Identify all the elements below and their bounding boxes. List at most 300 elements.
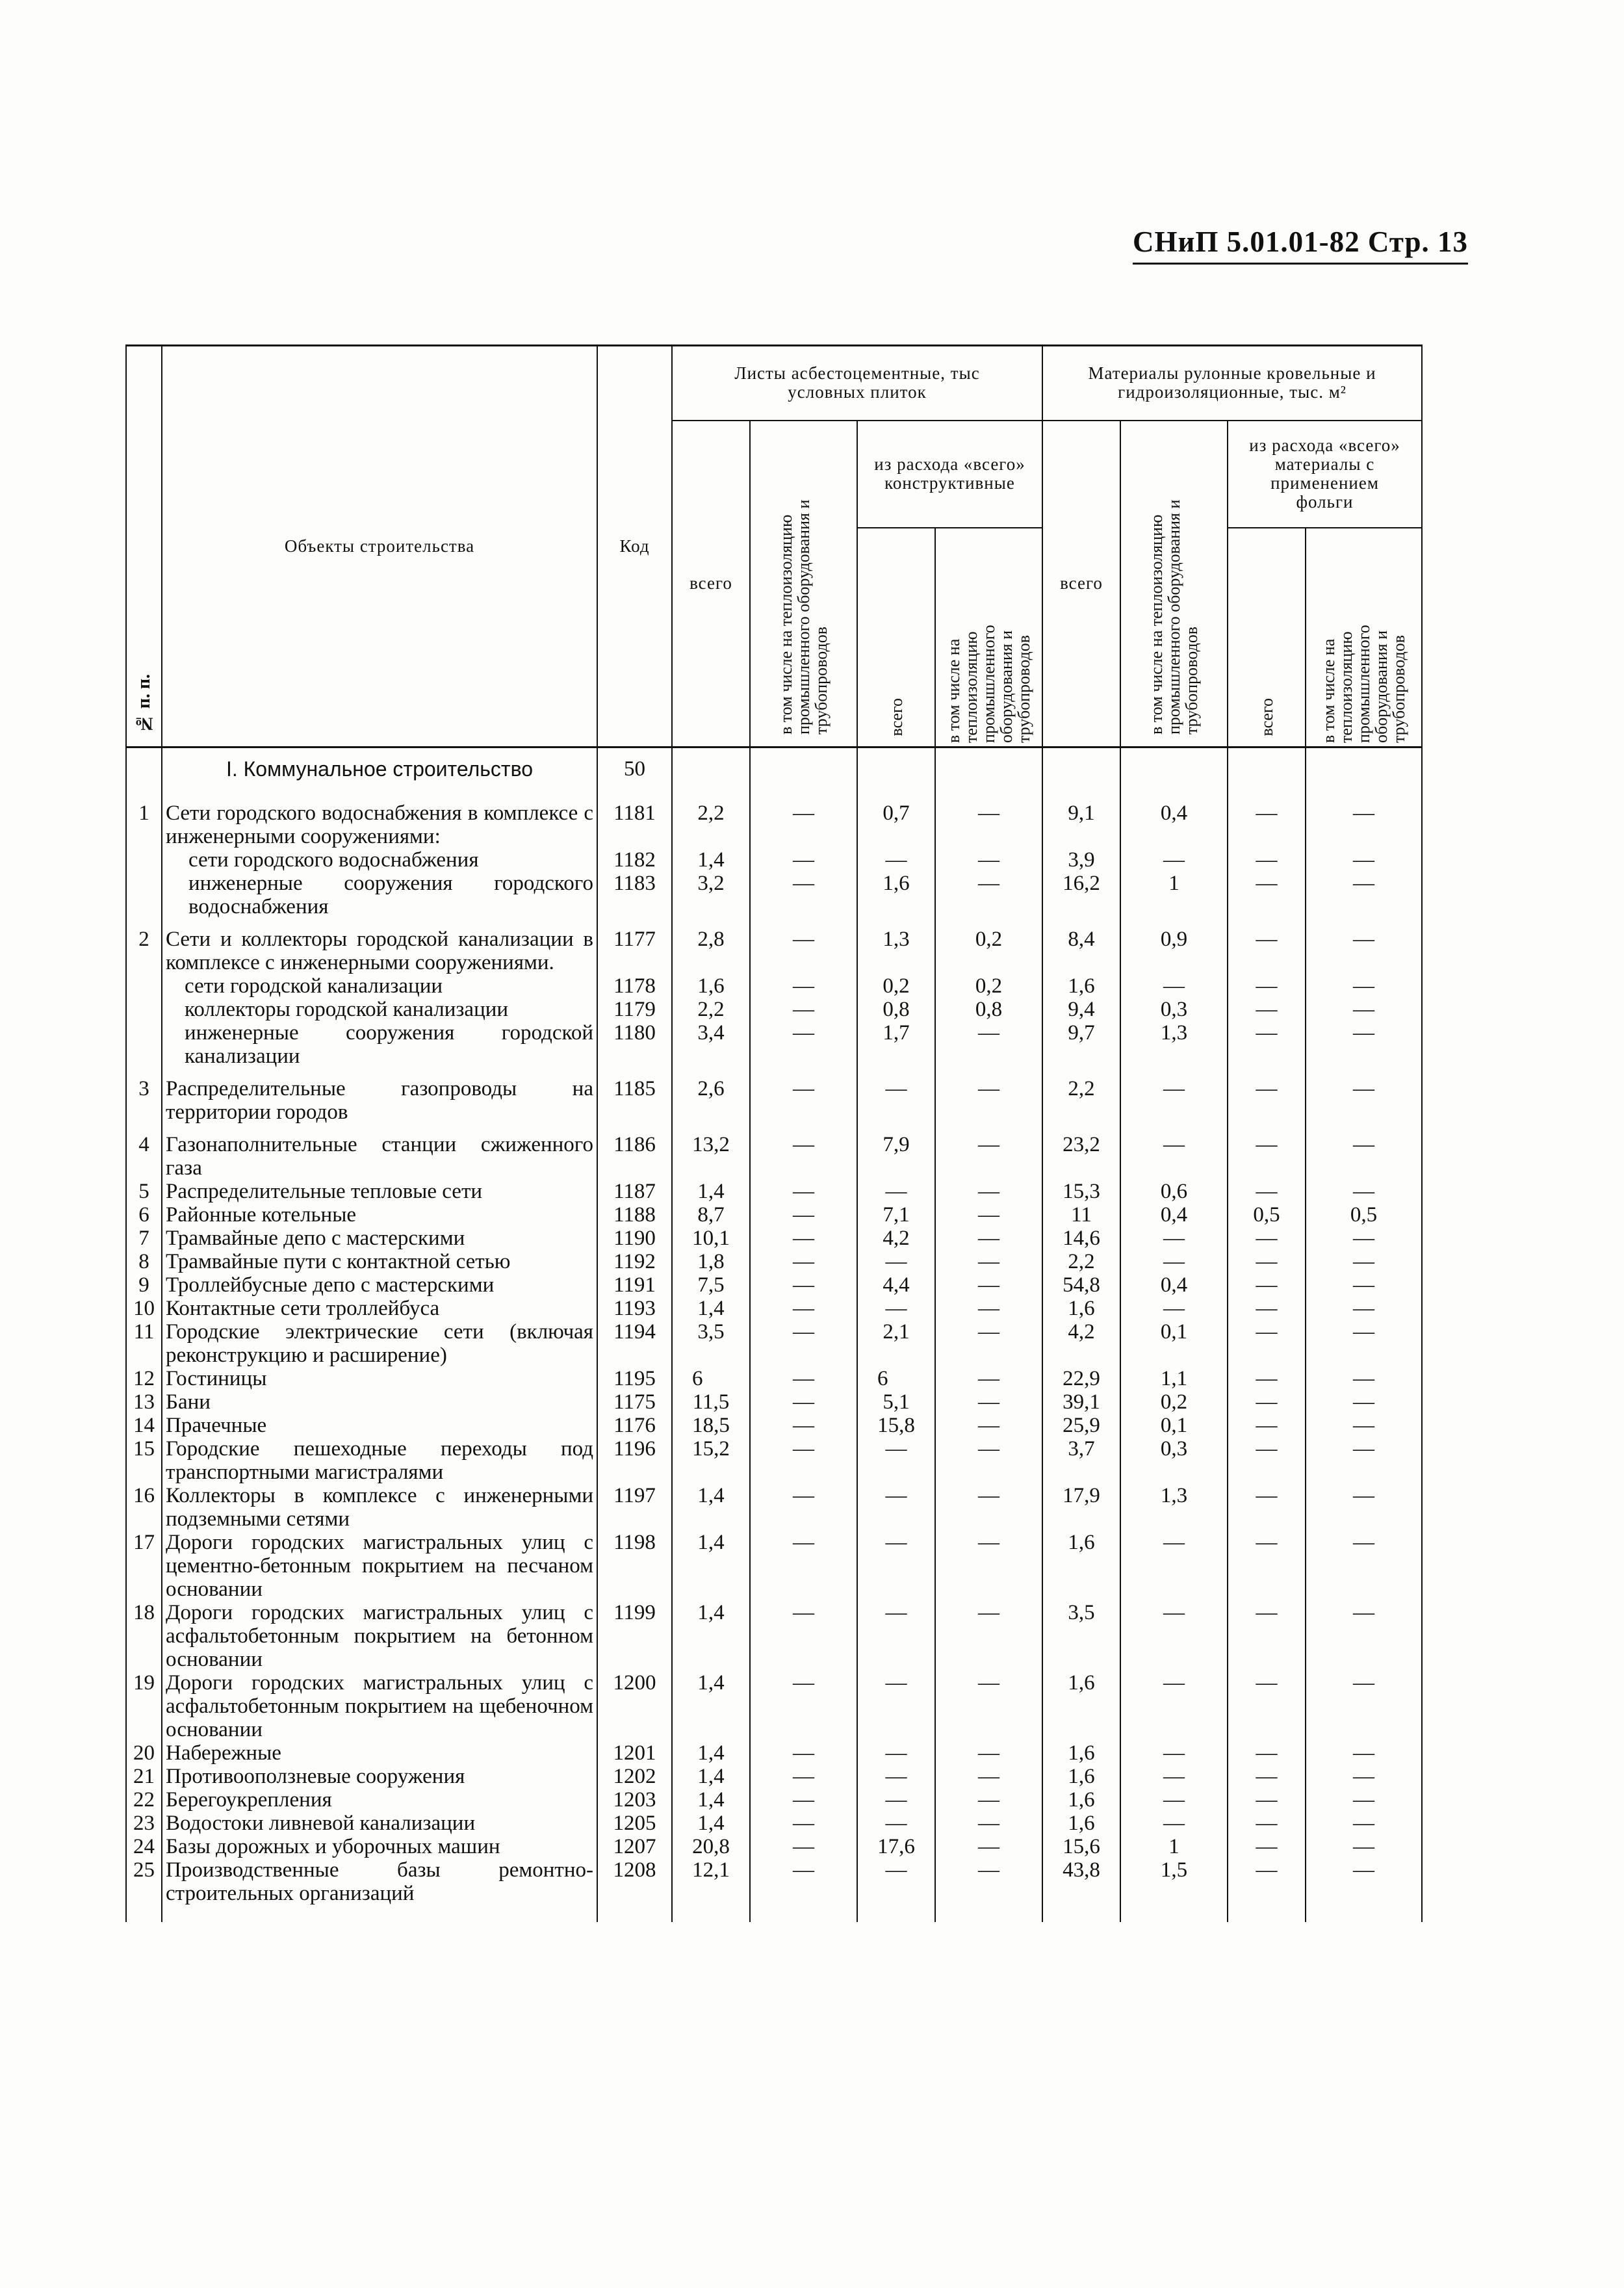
cell-c6: — (1120, 1250, 1228, 1273)
cell-object: Производственные базы ремонтно-строительных организаций (162, 1858, 597, 1922)
table-row (126, 1484, 1422, 1531)
cell-c3: — (857, 1858, 935, 1922)
cell-object: Городские электрические сети (включая реконструкцию и расширение) (162, 1320, 597, 1367)
cell-c2: — (750, 1788, 857, 1812)
cell-c7: 0,5 (1228, 1203, 1306, 1227)
cell-c6: 1 (1120, 1835, 1228, 1858)
cell-code: 1196 (597, 1437, 672, 1484)
cell-c3: — (857, 1765, 935, 1788)
cell-c3: — (857, 1601, 935, 1671)
cell-c6: 0,6 (1120, 1180, 1228, 1203)
cell-c7: — (1228, 1390, 1306, 1414)
cell-c8: — (1306, 1227, 1422, 1250)
cell-c8: — (1306, 1414, 1422, 1437)
cell-c3: 4,2 (857, 1227, 935, 1250)
cell-c6: 0,4 (1120, 1273, 1228, 1297)
header-g2-foil-insulation: в том числе на теплоизоляцию промышленного оборудования и трубопроводов (1306, 528, 1422, 748)
table-row (126, 1227, 1422, 1250)
cell-code: 1197 (597, 1484, 672, 1531)
table-row (126, 1180, 1422, 1203)
cell-c1: 11,5 (672, 1390, 750, 1414)
cell-c6: 0,2 (1120, 1390, 1228, 1414)
cell-c1: 1,8 (672, 1250, 750, 1273)
cell-num: 12 (126, 1367, 162, 1390)
cell-c8: — (1306, 1601, 1422, 1671)
table-row (126, 1531, 1422, 1601)
cell-c5: 16,2 (1042, 872, 1120, 918)
cell-object: Бани (162, 1390, 597, 1414)
cell-c1: 2,8 (672, 918, 750, 974)
cell-c7: — (1228, 1484, 1306, 1531)
cell-object: Распределительные газопроводы на территории городов (162, 1068, 597, 1124)
cell-c8: — (1306, 1835, 1422, 1858)
cell-c1: 7,5 (672, 1273, 750, 1297)
cell-c1: 1,4 (672, 1741, 750, 1765)
cell-num: 13 (126, 1390, 162, 1414)
cell-code: 1187 (597, 1180, 672, 1203)
cell-c4: — (935, 848, 1042, 872)
cell-c3: 0,8 (857, 998, 935, 1021)
cell-num: 23 (126, 1812, 162, 1835)
cell-object: инженерные сооружения городского водоснабжения (162, 872, 597, 918)
cell-c2: — (750, 974, 857, 998)
table-row (126, 872, 1422, 918)
cell-c5: 1,6 (1042, 1765, 1120, 1788)
header-g2-foil-vsego: всего (1228, 528, 1306, 748)
cell-num (126, 872, 162, 918)
table-row (126, 1320, 1422, 1367)
cell-c3: — (857, 1788, 935, 1812)
cell-c5: 15,3 (1042, 1180, 1120, 1203)
cell-c1: 1,4 (672, 1765, 750, 1788)
table-row (126, 1812, 1422, 1835)
cell-c5: 1,6 (1042, 1812, 1120, 1835)
cell-object: инженерные сооружения городской канализации (162, 1021, 597, 1068)
cell-c4: 0,8 (935, 998, 1042, 1021)
cell-c4: — (935, 1180, 1042, 1203)
cell-c6: 0,3 (1120, 1437, 1228, 1484)
cell-code: 1205 (597, 1812, 672, 1835)
cell-c4: 0,2 (935, 918, 1042, 974)
cell-object: Противооползневые сооружения (162, 1765, 597, 1788)
cell-num: 14 (126, 1414, 162, 1437)
cell-c8: — (1306, 1858, 1422, 1922)
cell-c3: — (857, 1297, 935, 1320)
table-row (126, 1741, 1422, 1765)
cell-c7: — (1228, 848, 1306, 872)
cell-c4: — (935, 1741, 1042, 1765)
cell-c2: — (750, 1390, 857, 1414)
cell-num: 9 (126, 1273, 162, 1297)
cell-c8: — (1306, 1788, 1422, 1812)
cell-c7: — (1228, 1788, 1306, 1812)
cell-c7: — (1228, 1812, 1306, 1835)
cell-c8: — (1306, 848, 1422, 872)
cell-c4: — (935, 1601, 1042, 1671)
table-row (126, 848, 1422, 872)
cell-c8: — (1306, 918, 1422, 974)
cell-c8: — (1306, 1367, 1422, 1390)
cell-c2: — (750, 1741, 857, 1765)
cell-c3: — (857, 1484, 935, 1531)
cell-c4: — (935, 1124, 1042, 1180)
cell-c5: 11 (1042, 1203, 1120, 1227)
cell-object: Берегоукрепления (162, 1788, 597, 1812)
cell-c7: — (1228, 1765, 1306, 1788)
cell-c7: — (1228, 1671, 1306, 1741)
cell-num (126, 848, 162, 872)
cell-c1: 6 (672, 1367, 750, 1390)
cell-num: 5 (126, 1180, 162, 1203)
cell-c8: — (1306, 1124, 1422, 1180)
cell-c1: 3,5 (672, 1320, 750, 1367)
cell-num: 21 (126, 1765, 162, 1788)
cell-c8: — (1306, 1741, 1422, 1765)
header-code: Код (597, 346, 672, 748)
cell-c8: — (1306, 1320, 1422, 1367)
cell-code: 1180 (597, 1021, 672, 1068)
cell-c2: — (750, 1203, 857, 1227)
cell-code: 1202 (597, 1765, 672, 1788)
cell-c6: 0,4 (1120, 1203, 1228, 1227)
cell-c3: — (857, 1741, 935, 1765)
cell-c1: 2,6 (672, 1068, 750, 1124)
cell-c4: — (935, 1390, 1042, 1414)
cell-num (126, 1021, 162, 1068)
header-g1-constr-vsego: всего (857, 528, 935, 748)
cell-c7: — (1228, 1021, 1306, 1068)
cell-c5: 3,5 (1042, 1601, 1120, 1671)
cell-code: 1179 (597, 998, 672, 1021)
section-code: 50 (597, 747, 672, 792)
cell-c3: 0,2 (857, 974, 935, 998)
cell-num (126, 974, 162, 998)
cell-code: 1181 (597, 792, 672, 848)
cell-c3: 1,6 (857, 872, 935, 918)
cell-c6: 1,5 (1120, 1858, 1228, 1922)
cell-code: 1177 (597, 918, 672, 974)
cell-c1: 1,4 (672, 848, 750, 872)
cell-num: 17 (126, 1531, 162, 1601)
cell-c2: — (750, 1320, 857, 1367)
table-row (126, 1765, 1422, 1788)
cell-c4: — (935, 1484, 1042, 1531)
cell-num: 6 (126, 1203, 162, 1227)
cell-code: 1188 (597, 1203, 672, 1227)
cell-c8: — (1306, 974, 1422, 998)
cell-c2: — (750, 1765, 857, 1788)
cell-c6: — (1120, 1788, 1228, 1812)
header-g1-vsego: всего (672, 421, 750, 748)
cell-c6: — (1120, 1297, 1228, 1320)
cell-object: Контактные сети троллейбуса (162, 1297, 597, 1320)
table-row (126, 1437, 1422, 1484)
cell-c5: 9,7 (1042, 1021, 1120, 1068)
cell-c7: — (1228, 1250, 1306, 1273)
cell-c2: — (750, 998, 857, 1021)
cell-c6: — (1120, 1124, 1228, 1180)
cell-c4: — (935, 1068, 1042, 1124)
cell-c7: — (1228, 1227, 1306, 1250)
cell-c2: — (750, 848, 857, 872)
cell-c5: 1,6 (1042, 1671, 1120, 1741)
cell-c5: 1,6 (1042, 974, 1120, 998)
cell-object: Распределительные тепловые сети (162, 1180, 597, 1203)
cell-c1: 2,2 (672, 792, 750, 848)
cell-c6: 0,1 (1120, 1414, 1228, 1437)
cell-c3: 7,9 (857, 1124, 935, 1180)
cell-c5: 1,6 (1042, 1741, 1120, 1765)
cell-c3: 1,3 (857, 918, 935, 974)
cell-c5: 1,6 (1042, 1297, 1120, 1320)
table-row (126, 1250, 1422, 1273)
cell-c8: — (1306, 1068, 1422, 1124)
table-row (126, 1858, 1422, 1922)
cell-c1: 13,2 (672, 1124, 750, 1180)
cell-num: 3 (126, 1068, 162, 1124)
cell-c6: 1,3 (1120, 1484, 1228, 1531)
cell-c6: — (1120, 1227, 1228, 1250)
cell-c3: 6 (857, 1367, 935, 1390)
cell-c4: — (935, 1835, 1042, 1858)
cell-c1: 3,4 (672, 1021, 750, 1068)
cell-c6: 1 (1120, 872, 1228, 918)
cell-object: Трамвайные депо с мастерскими (162, 1227, 597, 1250)
cell-c4: — (935, 1812, 1042, 1835)
cell-c7: — (1228, 1437, 1306, 1484)
cell-object: Сети и коллекторы городской канализации в комплексе с инженерными сооружениями. (162, 918, 597, 974)
cell-c1: 1,4 (672, 1297, 750, 1320)
cell-c1: 1,4 (672, 1601, 750, 1671)
cell-c8: — (1306, 1273, 1422, 1297)
cell-c5: 1,6 (1042, 1531, 1120, 1601)
cell-c6: 0,3 (1120, 998, 1228, 1021)
cell-c2: — (750, 1227, 857, 1250)
cell-c7: — (1228, 1124, 1306, 1180)
cell-code: 1199 (597, 1601, 672, 1671)
cell-c1: 1,4 (672, 1671, 750, 1741)
cell-c8: — (1306, 1484, 1422, 1531)
cell-c7: — (1228, 792, 1306, 848)
cell-c2: — (750, 1297, 857, 1320)
cell-c5: 23,2 (1042, 1124, 1120, 1180)
cell-c1: 8,7 (672, 1203, 750, 1227)
cell-c6: — (1120, 1068, 1228, 1124)
cell-object: Дороги городских магистральных улиц с цементно-бетонным покрытием на песчаном основании (162, 1531, 597, 1601)
cell-c5: 43,8 (1042, 1858, 1120, 1922)
cell-object: Районные котельные (162, 1203, 597, 1227)
cell-c6: 1,1 (1120, 1367, 1228, 1390)
cell-code: 1194 (597, 1320, 672, 1367)
cell-c3: 17,6 (857, 1835, 935, 1858)
cell-c8: — (1306, 1021, 1422, 1068)
cell-c2: — (750, 1835, 857, 1858)
cell-num: 16 (126, 1484, 162, 1531)
cell-num (126, 998, 162, 1021)
cell-c1: 1,4 (672, 1484, 750, 1531)
cell-object: Прачечные (162, 1414, 597, 1437)
cell-code: 1201 (597, 1741, 672, 1765)
cell-object: Коллекторы в комплексе с инженерными подземными сетями (162, 1484, 597, 1531)
table-row (126, 1124, 1422, 1180)
cell-num: 4 (126, 1124, 162, 1180)
cell-num: 25 (126, 1858, 162, 1922)
cell-c6: 0,9 (1120, 918, 1228, 974)
cell-c2: — (750, 1367, 857, 1390)
header-object: Объекты строительства (162, 346, 597, 748)
cell-c1: 1,4 (672, 1788, 750, 1812)
cell-c5: 4,2 (1042, 1320, 1120, 1367)
cell-code: 1178 (597, 974, 672, 998)
table-row (126, 1297, 1422, 1320)
cell-code: 1195 (597, 1367, 672, 1390)
cell-c3: — (857, 1812, 935, 1835)
cell-c1: 12,1 (672, 1858, 750, 1922)
cell-c4: 0,2 (935, 974, 1042, 998)
cell-code: 1193 (597, 1297, 672, 1320)
cell-c6: — (1120, 1812, 1228, 1835)
header-g1-insulation: в том числе на теплоизоляцию промышленного оборудования и трубопроводов (750, 421, 857, 748)
cell-c5: 2,2 (1042, 1068, 1120, 1124)
cell-c2: — (750, 1531, 857, 1601)
cell-c5: 3,9 (1042, 848, 1120, 872)
cell-c2: — (750, 1671, 857, 1741)
cell-c7: — (1228, 998, 1306, 1021)
cell-num: 20 (126, 1741, 162, 1765)
cell-c4: — (935, 1021, 1042, 1068)
cell-c1: 1,4 (672, 1531, 750, 1601)
cell-c8: — (1306, 1437, 1422, 1484)
cell-c3: — (857, 1671, 935, 1741)
table-row (126, 998, 1422, 1021)
cell-code: 1185 (597, 1068, 672, 1124)
cell-code: 1183 (597, 872, 672, 918)
cell-c4: — (935, 1788, 1042, 1812)
cell-c7: — (1228, 1858, 1306, 1922)
cell-c1: 15,2 (672, 1437, 750, 1484)
cell-c8: — (1306, 1390, 1422, 1414)
cell-code: 1200 (597, 1671, 672, 1741)
cell-c2: — (750, 1068, 857, 1124)
cell-c5: 22,9 (1042, 1367, 1120, 1390)
cell-c8: — (1306, 1812, 1422, 1835)
table-row (126, 1671, 1422, 1741)
cell-c5: 15,6 (1042, 1835, 1120, 1858)
cell-c1: 3,2 (672, 872, 750, 918)
table-row (126, 1021, 1422, 1068)
cell-c6: — (1120, 974, 1228, 998)
cell-c6: — (1120, 1531, 1228, 1601)
cell-c2: — (750, 1858, 857, 1922)
cell-c3: 7,1 (857, 1203, 935, 1227)
cell-code: 1182 (597, 848, 672, 872)
page-header: СНиП 5.01.01-82 Стр. 13 (1133, 225, 1468, 265)
header-group-asbestos: Листы асбестоцементные, тыс условных плиток (672, 346, 1042, 421)
cell-c8: — (1306, 1531, 1422, 1601)
cell-c3: — (857, 1437, 935, 1484)
cell-c3: — (857, 1180, 935, 1203)
cell-c7: — (1228, 1367, 1306, 1390)
cell-object: сети городского водоснабжения (162, 848, 597, 872)
cell-c2: — (750, 1812, 857, 1835)
cell-c4: — (935, 1858, 1042, 1922)
cell-c8: — (1306, 1765, 1422, 1788)
table-row (126, 1390, 1422, 1414)
cell-num: 11 (126, 1320, 162, 1367)
header-group-roll: Материалы рулонные кровельные и гидроизоляционные, тыс. м² (1042, 346, 1422, 421)
cell-c5: 1,6 (1042, 1788, 1120, 1812)
cell-c2: — (750, 1437, 857, 1484)
cell-c3: 5,1 (857, 1390, 935, 1414)
cell-c6: — (1120, 848, 1228, 872)
cell-c6: 1,3 (1120, 1021, 1228, 1068)
cell-c7: — (1228, 1741, 1306, 1765)
cell-c4: — (935, 1765, 1042, 1788)
cell-c1: 1,6 (672, 974, 750, 998)
cell-c7: — (1228, 974, 1306, 998)
cell-object: Гостиницы (162, 1367, 597, 1390)
table-row (126, 1788, 1422, 1812)
cell-c5: 3,7 (1042, 1437, 1120, 1484)
cell-c1: 1,4 (672, 1180, 750, 1203)
cell-c2: — (750, 1124, 857, 1180)
cell-c6: — (1120, 1671, 1228, 1741)
cell-c5: 14,6 (1042, 1227, 1120, 1250)
cell-c4: — (935, 1367, 1042, 1390)
cell-object: Сети городского водоснабжения в комплексе с инженерными сооружениями: (162, 792, 597, 848)
cell-c5: 39,1 (1042, 1390, 1120, 1414)
cell-c8: — (1306, 1180, 1422, 1203)
cell-c6: — (1120, 1741, 1228, 1765)
cell-c3: 1,7 (857, 1021, 935, 1068)
cell-c2: — (750, 1021, 857, 1068)
cell-c7: — (1228, 1414, 1306, 1437)
cell-c3: 0,7 (857, 792, 935, 848)
cell-c8: — (1306, 792, 1422, 848)
cell-num: 2 (126, 918, 162, 974)
cell-object: Трамвайные пути с контактной сетью (162, 1250, 597, 1273)
cell-c4: — (935, 1531, 1042, 1601)
cell-code: 1191 (597, 1273, 672, 1297)
cell-c6: 0,1 (1120, 1320, 1228, 1367)
cell-c1: 1,4 (672, 1812, 750, 1835)
cell-c1: 18,5 (672, 1414, 750, 1437)
cell-c5: 9,1 (1042, 792, 1120, 848)
header-g2-foil: из расхода «всего» материалы с применением фольги (1228, 421, 1422, 528)
cell-c2: — (750, 1273, 857, 1297)
table-row (126, 1601, 1422, 1671)
cell-c6: — (1120, 1765, 1228, 1788)
cell-c4: — (935, 1250, 1042, 1273)
cell-c5: 9,4 (1042, 998, 1120, 1021)
cell-c2: — (750, 1601, 857, 1671)
cell-c3: 2,1 (857, 1320, 935, 1367)
cell-c2: — (750, 792, 857, 848)
cell-c1: 20,8 (672, 1835, 750, 1858)
cell-c4: — (935, 1320, 1042, 1367)
cell-c7: — (1228, 918, 1306, 974)
cell-c7: — (1228, 872, 1306, 918)
cell-c5: 17,9 (1042, 1484, 1120, 1531)
cell-num: 15 (126, 1437, 162, 1484)
cell-c2: — (750, 1484, 857, 1531)
header-g1-constr-insulation: в том числе на теплоизоляцию промышленного оборудования и трубопроводов (935, 528, 1042, 748)
cell-c7: — (1228, 1273, 1306, 1297)
cell-code: 1190 (597, 1227, 672, 1250)
cell-c7: — (1228, 1531, 1306, 1601)
cell-object: Дороги городских магистральных улиц с асфальтобетонным покрытием на бетонном основании (162, 1601, 597, 1671)
cell-c4: — (935, 1297, 1042, 1320)
